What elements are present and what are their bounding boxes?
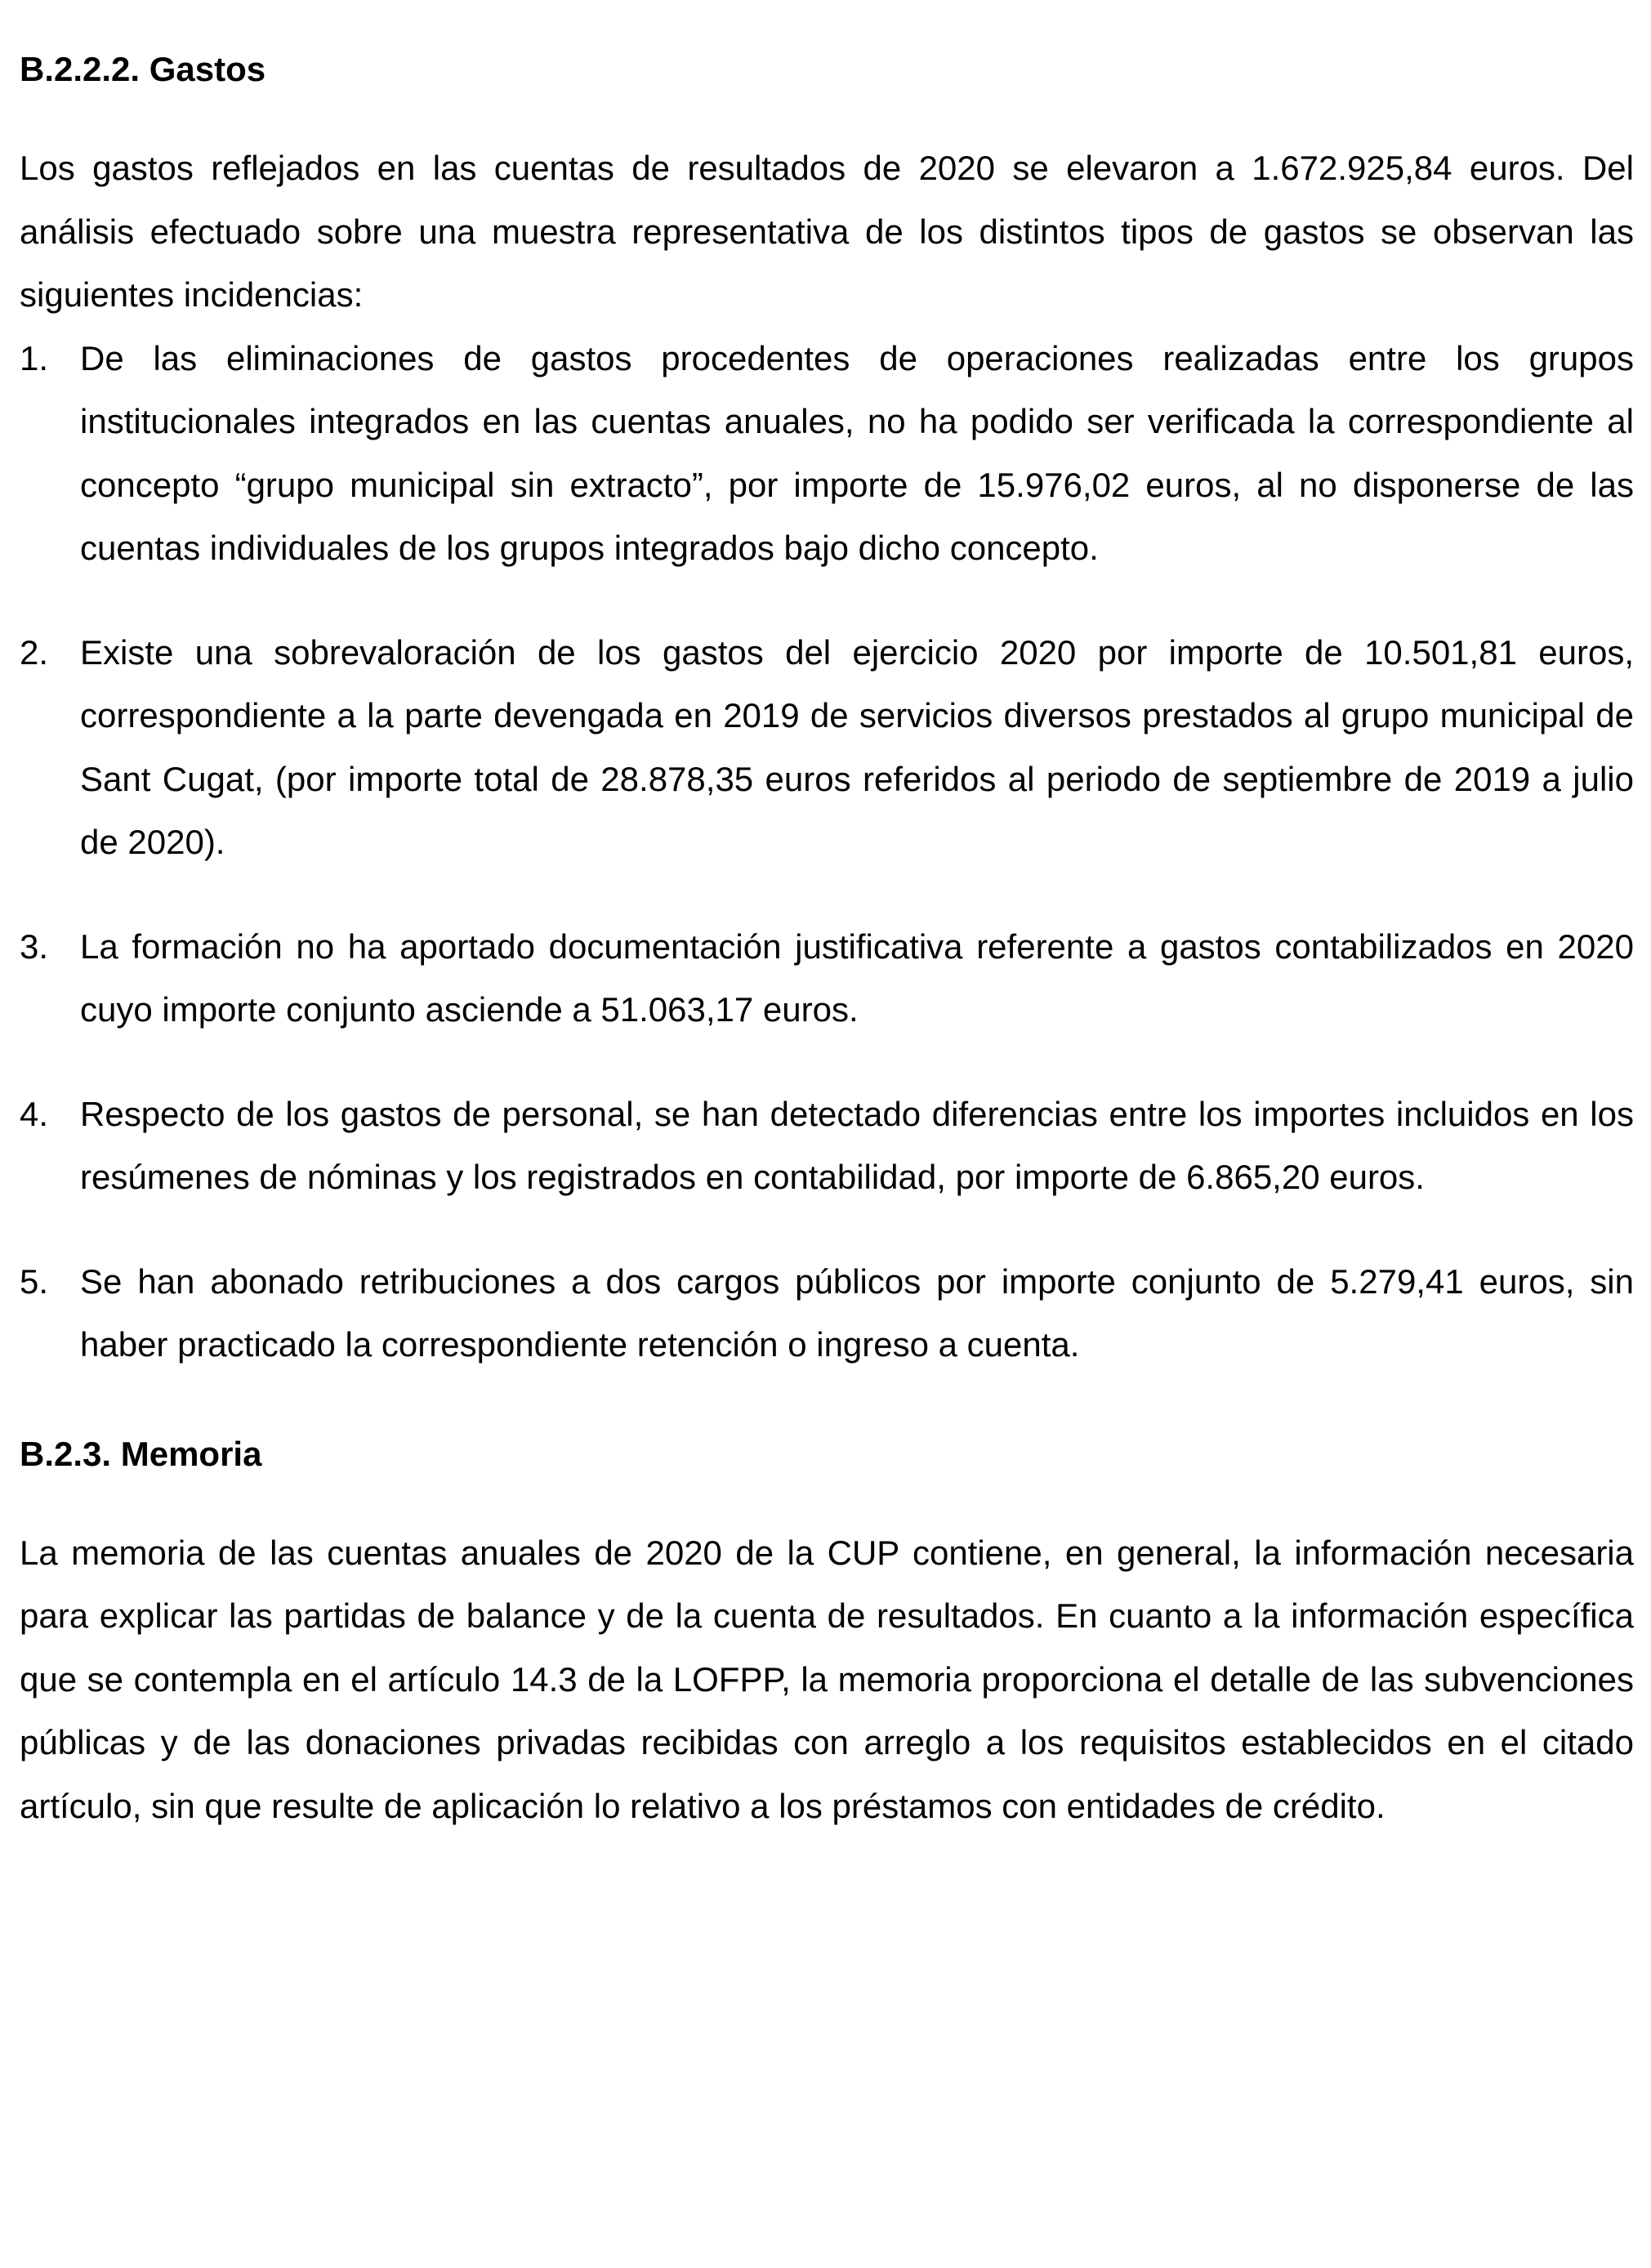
gastos-intro-paragraph: Los gastos reflejados en las cuentas de resultados de 2020 se elevaron a 1.672.925,84 euros. Del análisis efectuado sobre una muestra representativa de los distintos tipos de gastos se observan las siguientes incidencias: <box>20 149 1634 314</box>
section-heading-memoria: B.2.3. Memoria <box>20 1434 262 1473</box>
list-item-number: 2. <box>20 632 49 672</box>
list-item-number: 4. <box>20 1094 49 1133</box>
list-item-text: Respecto de los gastos de personal, se han detectado diferencias entre los importes incluidos en los resúmenes de nóminas y los registrados en contabilidad, por importe de 6.865,20 euros. <box>80 1094 1634 1196</box>
list-item-number: 1. <box>20 338 49 377</box>
list-item <box>20 621 1634 874</box>
list-item-text: La formación no ha aportado documentación justificativa referente a gastos contabilizados en 2020 cuyo importe conjunto asciende a 51.063,17 euros. <box>80 926 1634 1029</box>
section-heading-gastos: B.2.2.2. Gastos <box>20 50 266 88</box>
list-item-number: 3. <box>20 926 49 966</box>
list-item-text: Se han abonado retribuciones a dos cargos públicos por importe conjunto de 5.279,41 euros, sin haber practicado la correspondiente retención o ingreso a cuenta. <box>80 1261 1634 1364</box>
list-item <box>20 1083 1634 1209</box>
list-item <box>20 1250 1634 1377</box>
memoria-paragraph: La memoria de las cuentas anuales de 2020 de la CUP contiene, en general, la información necesaria para explicar las partidas de balance y de la cuenta de resultados. En cuanto a la información específica que se contempla en el artículo 14.3 de la LOFPP, la memoria proporciona el detalle de las subvenciones públicas y de las donaciones privadas recibidas con arreglo a los requisitos establecidos en el citado artículo, sin que resulte de aplicación lo relativo a los préstamos con entidades de crédito. <box>20 1533 1634 1825</box>
list-item-text: Existe una sobrevaloración de los gastos del ejercicio 2020 por importe de 10.501,81 euros, correspondiente a la parte devengada en 2019 de servicios diversos prestados al grupo municipal de Sant Cugat, (por importe total de 28.878,35 euros referidos al periodo de septiembre de 2019 a julio de 2020). <box>80 632 1634 861</box>
list-item <box>20 327 1634 580</box>
incidencias-list <box>20 327 1634 1377</box>
list-item-text: De las eliminaciones de gastos procedentes de operaciones realizadas entre los grupos institucionales integrados en las cuentas anuales, no ha podido ser verificada la correspondiente al concepto “grupo municipal sin extracto”, por importe de 15.976,02 euros, al no disponerse de las cuentas individuales de los grupos integrados bajo dicho concepto. <box>80 338 1634 567</box>
list-item <box>20 915 1634 1042</box>
list-item-number: 5. <box>20 1261 49 1301</box>
document-page <box>20 33 1634 1837</box>
